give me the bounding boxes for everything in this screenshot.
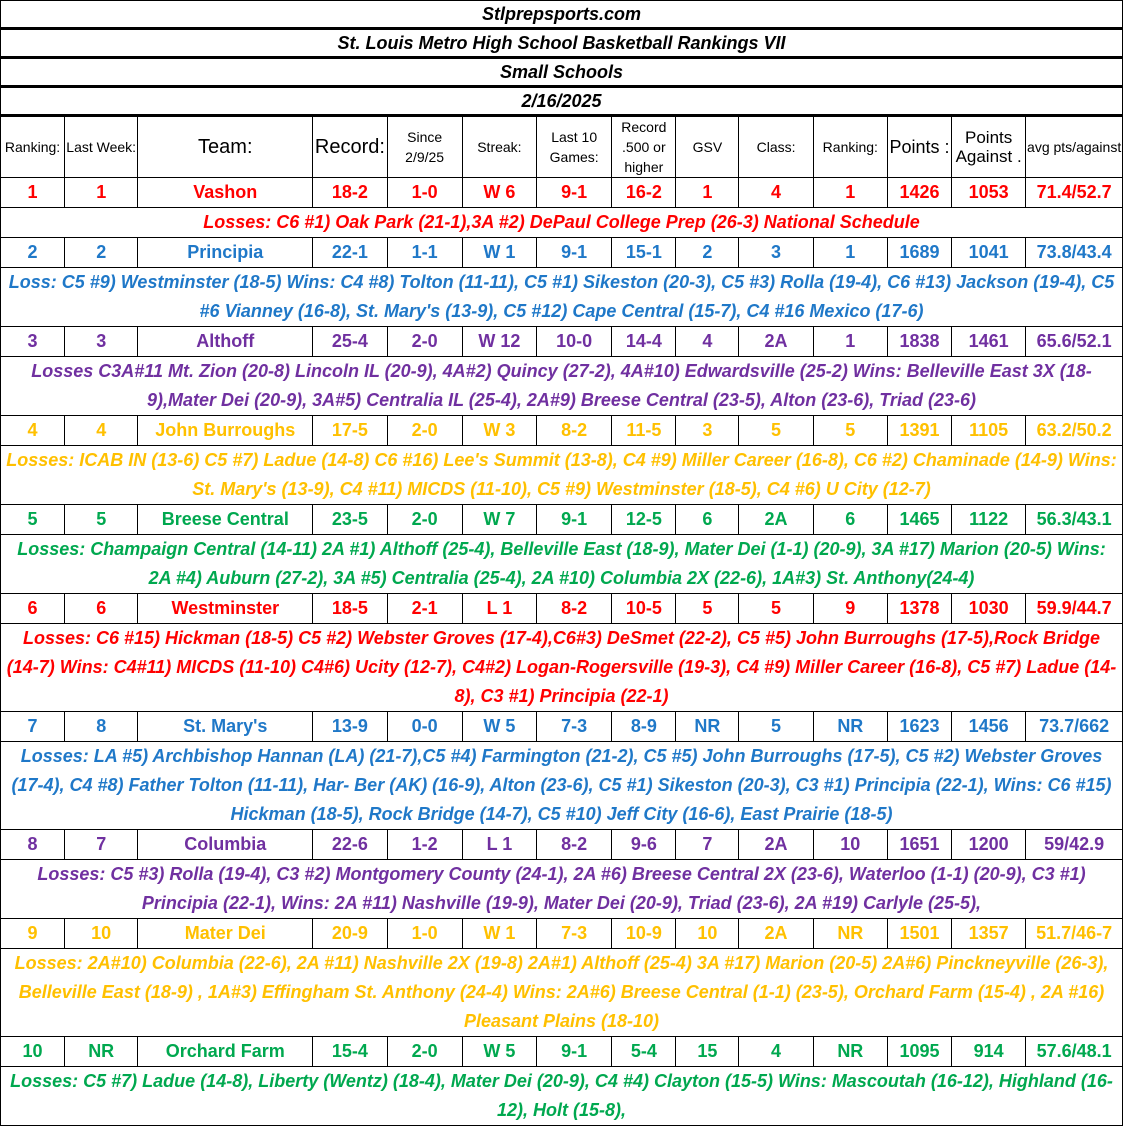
team-record: 17-5 [313,416,387,446]
team-name: Mater Dei [138,919,313,949]
team-row [1,327,1123,357]
team-class: 4 [739,1037,813,1067]
gsv: 1 [676,178,739,208]
since-record: 2-0 [387,327,462,357]
team-class: 5 [739,416,813,446]
gsv: NR [676,712,739,742]
record-500: 12-5 [612,505,676,535]
since-record: 2-1 [387,594,462,624]
team-rank: 1 [1,178,65,208]
team-row [1,238,1123,268]
points-for: 1378 [887,594,951,624]
col-record500: Record .500 or higher [612,117,676,178]
team-row [1,919,1123,949]
last10-record: 8-2 [537,830,612,860]
results-row [1,949,1123,1037]
results-row [1,1067,1123,1126]
team-rank: 7 [1,712,65,742]
team-row [1,1037,1123,1067]
team-name: John Burroughs [138,416,313,446]
record-500: 8-9 [612,712,676,742]
last10-record: 9-1 [537,505,612,535]
page-title: St. Louis Metro High School Basketball Rankings VII [0,29,1123,58]
class-ranking: 6 [813,505,887,535]
team-class: 2A [739,830,813,860]
col-points-against: Points Against . [952,117,1026,178]
col-gsv: GSV [676,117,739,178]
last-week-rank: 5 [65,505,138,535]
last-week-rank: 8 [65,712,138,742]
class-ranking: NR [813,1037,887,1067]
gsv: 6 [676,505,739,535]
points-against: 1041 [952,238,1026,268]
team-record: 22-1 [313,238,387,268]
col-points: Points : [887,117,951,178]
points-against: 1053 [952,178,1026,208]
streak: W 7 [462,505,536,535]
last-week-rank: 1 [65,178,138,208]
col-record: Record: [313,117,387,178]
points-for: 1426 [887,178,951,208]
streak: L 1 [462,594,536,624]
gsv: 7 [676,830,739,860]
avg-points: 73.7/662 [1026,712,1123,742]
class-ranking: 9 [813,594,887,624]
results-row [1,268,1123,327]
team-name: Principia [138,238,313,268]
last10-record: 7-3 [537,919,612,949]
class-ranking: NR [813,712,887,742]
gsv: 5 [676,594,739,624]
last10-record: 8-2 [537,416,612,446]
team-class: 2A [739,505,813,535]
avg-points: 51.7/46-7 [1026,919,1123,949]
team-name: Vashon [138,178,313,208]
division-label: Small Schools [0,58,1123,87]
team-name: St. Mary's [138,712,313,742]
team-class: 5 [739,594,813,624]
team-class: 5 [739,712,813,742]
points-for: 1651 [887,830,951,860]
record-500: 10-5 [612,594,676,624]
since-record: 1-1 [387,238,462,268]
site-name: Stlprepsports.com [0,0,1123,29]
points-against: 1456 [952,712,1026,742]
results-note: Losses: C6 #15) Hickman (18-5) C5 #2) Webster Groves (17-4),C6#3) DeSmet (22-2), C5 #5) John Burroughs (17-5),Rock Bridge (14-7) Wins: C4#11) MICDS (11-10) C4#6) Ucity (12-7), C4#2) Logan-Rogersville (19-3), C4 #9) Miller Career (16-8), C5 #7) Ladue (14-8), C3 #1) Principia (22-1) [1,624,1123,712]
class-ranking: 1 [813,327,887,357]
col-class-ranking: Ranking: [813,117,887,178]
last-week-rank: 6 [65,594,138,624]
record-500: 9-6 [612,830,676,860]
last-week-rank: 2 [65,238,138,268]
team-rank: 9 [1,919,65,949]
col-streak: Streak: [462,117,536,178]
team-row [1,712,1123,742]
avg-points: 59.9/44.7 [1026,594,1123,624]
team-class: 3 [739,238,813,268]
results-note: Losses C3A#11 Mt. Zion (20-8) Lincoln IL (20-9), 4A#2) Quincy (27-2), 4A#10) Edwardsville (25-2) Wins: Belleville East 3X (18-9),Mater Dei (20-9), 3A#5) Centralia IL (25-4), 2A#9) Breese Central (23-5), Alton (23-6), Triad (23-6) [1,357,1123,416]
record-500: 11-5 [612,416,676,446]
class-ranking: 1 [813,238,887,268]
points-for: 1391 [887,416,951,446]
results-row [1,624,1123,712]
results-row [1,535,1123,594]
team-rank: 8 [1,830,65,860]
team-rank: 3 [1,327,65,357]
results-row [1,742,1123,830]
results-row [1,860,1123,919]
streak: W 5 [462,1037,536,1067]
rankings-table [0,116,1123,1126]
since-record: 0-0 [387,712,462,742]
results-row [1,446,1123,505]
results-note: Losses: C5 #7) Ladue (14-8), Liberty (Wentz) (18-4), Mater Dei (20-9), C4 #4) Clayton (15-5) Wins: Mascoutah (16-12), Highland (16-12), Holt (15-8), [1,1067,1123,1126]
avg-points: 57.6/48.1 [1026,1037,1123,1067]
streak: W 6 [462,178,536,208]
since-record: 2-0 [387,416,462,446]
last10-record: 7-3 [537,712,612,742]
team-rank: 10 [1,1037,65,1067]
gsv: 4 [676,327,739,357]
last-week-rank: 4 [65,416,138,446]
col-ranking: Ranking: [1,117,65,178]
gsv: 3 [676,416,739,446]
class-ranking: 1 [813,178,887,208]
date-label: 2/16/2025 [0,87,1123,116]
since-record: 1-2 [387,830,462,860]
team-rank: 6 [1,594,65,624]
streak: W 3 [462,416,536,446]
team-record: 23-5 [313,505,387,535]
last10-record: 9-1 [537,238,612,268]
points-against: 1030 [952,594,1026,624]
record-500: 15-1 [612,238,676,268]
results-note: Losses: C6 #1) Oak Park (21-1),3A #2) DePaul College Prep (26-3) National Schedule [1,208,1123,238]
team-record: 18-2 [313,178,387,208]
streak: L 1 [462,830,536,860]
since-record: 1-0 [387,919,462,949]
results-row [1,208,1123,238]
streak: W 12 [462,327,536,357]
team-record: 18-5 [313,594,387,624]
team-name: Columbia [138,830,313,860]
team-class: 2A [739,919,813,949]
points-against: 1105 [952,416,1026,446]
results-note: Losses: LA #5) Archbishop Hannan (LA) (21-7),C5 #4) Farmington (21-2), C5 #5) John Burroughs (17-5), C5 #2) Webster Groves (17-4), C4 #8) Father Tolton (11-11), Har- Ber (AK) (16-9), Alton (23-6), C5 #1) Sikeston (20-3), C3 #1) Principia (22-1), Wins: C6 #15) Hickman (18-5), Rock Bridge (14-7), C5 #10) Jeff City (16-6), East Prairie (18-5) [1,742,1123,830]
points-for: 1623 [887,712,951,742]
record-500: 16-2 [612,178,676,208]
team-record: 13-9 [313,712,387,742]
results-note: Losses: C5 #3) Rolla (19-4), C3 #2) Montgomery County (24-1), 2A #6) Breese Central 2X (23-6), Waterloo (1-1) (20-9), C3 #1) Principia (22-1), Wins: 2A #11) Nashville (19-9), Mater Dei (20-9), Triad (23-6), 2A #19) Carlyle (25-5), [1,860,1123,919]
results-note: Losses: ICAB IN (13-6) C5 #7) Ladue (14-8) C6 #16) Lee's Summit (13-8), C4 #9) Miller Career (16-8), C6 #2) Chaminade (14-9) Wins: St. Mary's (13-9), C4 #11) MICDS (11-10), C5 #9) Westminster (18-5), C4 #6) U City (12-7) [1,446,1123,505]
since-record: 2-0 [387,1037,462,1067]
team-row [1,178,1123,208]
gsv: 10 [676,919,739,949]
col-team: Team: [138,117,313,178]
avg-points: 59/42.9 [1026,830,1123,860]
last10-record: 9-1 [537,178,612,208]
results-row [1,357,1123,416]
streak: W 1 [462,238,536,268]
team-rank: 5 [1,505,65,535]
col-since: Since 2/9/25 [387,117,462,178]
points-against: 1122 [952,505,1026,535]
record-500: 5-4 [612,1037,676,1067]
points-for: 1501 [887,919,951,949]
col-last10: Last 10 Games: [537,117,612,178]
team-record: 20-9 [313,919,387,949]
col-class: Class: [739,117,813,178]
avg-points: 65.6/52.1 [1026,327,1123,357]
last-week-rank: 3 [65,327,138,357]
team-row [1,416,1123,446]
points-against: 1200 [952,830,1026,860]
team-class: 2A [739,327,813,357]
results-note: Losses: Champaign Central (14-11) 2A #1) Althoff (25-4), Belleville East (18-9), Mater Dei (1-1) (20-9), 3A #17) Marion (20-5) Wins: 2A #4) Auburn (27-2), 3A #5) Centralia (25-4), 2A #10) Columbia 2X (22-6), 1A#3) St. Anthony(24-4) [1,535,1123,594]
team-row [1,594,1123,624]
class-ranking: NR [813,919,887,949]
results-note: Loss: C5 #9) Westminster (18-5) Wins: C4 #8) Tolton (11-11), C5 #1) Sikeston (20-3), C5 #3) Rolla (19-4), C6 #13) Jackson (19-4), C5 #6 Vianney (16-8), St. Mary's (13-9), C5 #12) Cape Central (15-7), C4 #16 Mexico (17-6) [1,268,1123,327]
team-record: 22-6 [313,830,387,860]
team-name: Westminster [138,594,313,624]
points-for: 1838 [887,327,951,357]
points-for: 1689 [887,238,951,268]
last-week-rank: NR [65,1037,138,1067]
team-class: 4 [739,178,813,208]
gsv: 15 [676,1037,739,1067]
team-name: Orchard Farm [138,1037,313,1067]
col-last-week: Last Week: [65,117,138,178]
since-record: 2-0 [387,505,462,535]
last10-record: 10-0 [537,327,612,357]
points-for: 1465 [887,505,951,535]
last10-record: 8-2 [537,594,612,624]
team-row [1,505,1123,535]
results-note: Losses: 2A#10) Columbia (22-6), 2A #11) Nashville 2X (19-8) 2A#1) Althoff (25-4) 3A #17) Marion (20-5) 2A#6) Pinckneyville (26-3), Belleville East (18-9) , 1A#3) Effingham St. Anthony (24-4) Wins: 2A#6) Breese Central (1-1) (23-5), Orchard Farm (15-4) , 2A #16) Pleasant Plains (18-10) [1,949,1123,1037]
record-500: 10-9 [612,919,676,949]
points-against: 1357 [952,919,1026,949]
column-header-row [1,117,1123,178]
points-for: 1095 [887,1037,951,1067]
team-record: 15-4 [313,1037,387,1067]
team-rank: 2 [1,238,65,268]
team-name: Althoff [138,327,313,357]
class-ranking: 10 [813,830,887,860]
record-500: 14-4 [612,327,676,357]
since-record: 1-0 [387,178,462,208]
points-against: 914 [952,1037,1026,1067]
team-name: Breese Central [138,505,313,535]
avg-points: 73.8/43.4 [1026,238,1123,268]
last-week-rank: 10 [65,919,138,949]
class-ranking: 5 [813,416,887,446]
streak: W 1 [462,919,536,949]
streak: W 5 [462,712,536,742]
team-rank: 4 [1,416,65,446]
last10-record: 9-1 [537,1037,612,1067]
team-row [1,830,1123,860]
avg-points: 71.4/52.7 [1026,178,1123,208]
last-week-rank: 7 [65,830,138,860]
avg-points: 63.2/50.2 [1026,416,1123,446]
avg-points: 56.3/43.1 [1026,505,1123,535]
team-record: 25-4 [313,327,387,357]
col-avg: avg pts/against [1026,117,1123,178]
gsv: 2 [676,238,739,268]
points-against: 1461 [952,327,1026,357]
